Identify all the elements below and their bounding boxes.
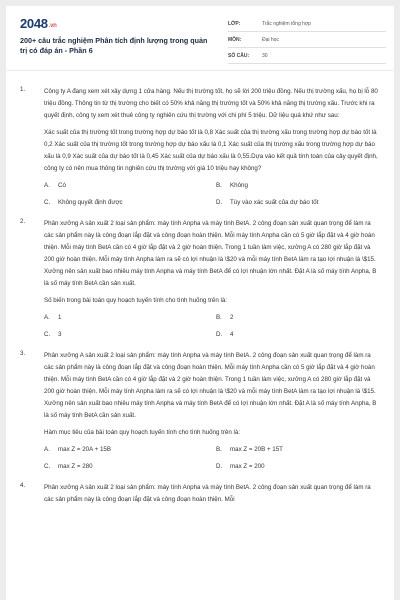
answer-option[interactable] — [216, 182, 378, 189]
option-letter: A. — [44, 314, 50, 321]
question-paragraph: Công ty A đang xem xét xây dựng 1 cửa hàng. Nếu thị trường tốt, họ sẽ lời 200 triệu đồng. Nếu thị trường xấu, họ bị lỗ 80 triệu đồng. Thông tin từ thị trường cho biết có 50% khả năng thị trường tốt và 50% khả năng thị trường xấu. Trước khi ra quyết định, công ty xem xét thuê công ty nghiên cứu thị trường với chi phí 5 triệu. Dữ liệu quá khứ như sau: — [44, 88, 378, 119]
page-header — [6, 6, 394, 66]
site-logo[interactable] — [20, 16, 57, 31]
option-letter: C. — [44, 331, 51, 338]
info-value: Trắc nghiệm tổng hợp — [262, 20, 311, 27]
question-number: 4. — [20, 482, 26, 489]
answer-options — [44, 182, 378, 206]
option-text: max Z = 280 — [58, 463, 93, 470]
option-letter: A. — [44, 182, 50, 189]
info-table — [228, 16, 386, 64]
question-body — [44, 482, 378, 511]
logo-text: 2048 — [20, 16, 48, 31]
answer-option[interactable] — [44, 331, 216, 338]
question-body — [44, 218, 378, 338]
question-item — [20, 482, 384, 511]
option-letter: A. — [44, 446, 50, 453]
answer-option[interactable] — [44, 314, 216, 321]
question-number: 2. — [20, 218, 26, 225]
question-item — [20, 350, 384, 470]
option-text: max Z = 200 — [230, 463, 265, 470]
info-row-class — [228, 16, 386, 32]
answer-option[interactable] — [216, 446, 378, 453]
question-paragraph: Xác suất của thị trường tốt trong trường hợp dự báo tốt là 0,8 Xác suất của thị trường xấu trong trường hợp dự báo tốt là 0,2 Xác suất của thị trường tốt trong trường hợp dự báo xấu là 0,1 Xác suất của thị trường xấu trong trường hợp dự báo xấu là 0,9 Xác suất của dự báo tốt là 0,45 Xác suất của dự báo xấu là 0,55.Dựa vào kết quả tính toán của cây quyết định, công ty có nên mua thông tin nghiên cứu thị trường với giá 10 triệu hay không? — [44, 129, 378, 172]
answer-option[interactable] — [44, 199, 216, 206]
option-text: 1 — [58, 314, 62, 321]
option-text: Không — [230, 182, 248, 189]
info-row-count — [228, 48, 386, 64]
info-row-subject — [228, 32, 386, 48]
option-text: 4 — [230, 331, 234, 338]
question-item — [20, 86, 384, 206]
answer-option[interactable] — [44, 446, 216, 453]
option-text: max Z = 20A + 15B — [58, 446, 111, 453]
option-text: Không quyết định được — [58, 199, 123, 206]
answer-options — [44, 314, 378, 338]
header-divider — [6, 70, 394, 71]
question-paragraph: Phân xưởng A sản xuất 2 loại sản phẩm: máy tính Anpha và máy tính BetA. 2 công đoạn sản xuất quan trọng để làm ra các sản phẩm này là công đoạn lắp đặt và công đoạn hoàn thiện. Mỗi máy tính Anpha cần có 5 giờ lắp đặt và 4 giờ hoàn thiện. Mỗi máy tính BetA cần có 4 giờ lắp đặt và 2 giờ hoàn thiện. Trong 1 tuần làm việc, xưởng A có 280 giờ lắp đặt và 200 giờ hoàn thiện. Mỗi máy tính Anpha làm ra sẽ có lợi nhuận là \$20 và mỗi máy tính BetA làm ra tạo lợi nhuận là \$15. Xưởng nên sản xuất bao nhiêu máy tính Anpha và máy tính BetA để có lợi nhuận lớn nhất. Đặt A là số máy tính Anpha, B là số máy tính BetA cần sản xuất. — [44, 352, 377, 419]
info-key: MÔN: — [228, 36, 242, 43]
answer-option[interactable] — [216, 331, 378, 338]
option-letter: D. — [216, 463, 223, 470]
answer-option[interactable] — [44, 463, 216, 470]
document-title: 200+ câu trắc nghiệm Phân tích định lượng trong quản trị có đáp án - Phần 6 — [20, 36, 208, 56]
info-value: Đại học — [262, 36, 279, 43]
option-letter: C. — [44, 463, 51, 470]
question-paragraph: Phân xưởng A sản xuất 2 loại sản phẩm: máy tính Anpha và máy tính BetA. 2 công đoạn sản xuất quan trọng để làm ra các sản phẩm này là công đoạn lắp đặt và công đoạn hoàn thiện. Mỗi — [44, 484, 371, 503]
answer-option[interactable] — [216, 314, 378, 321]
option-letter: B. — [216, 446, 222, 453]
question-paragraph: Số biến trong bài toán quy hoạch tuyến tính cho tình huống trên là: — [44, 297, 228, 304]
option-text: Tùy vào xác suất của dự báo tốt — [230, 199, 319, 206]
option-text: 3 — [58, 331, 62, 338]
question-list — [20, 86, 384, 523]
question-paragraph: Phân xưởng A sản xuất 2 loại sản phẩm: máy tính Anpha và máy tính BetA. 2 công đoạn sản xuất quan trọng để làm ra các sản phẩm này là công đoạn lắp đặt và công đoạn hoàn thiện. Mỗi máy tính Anpha cần có 5 giờ lắp đặt và 4 giờ hoàn thiện. Mỗi máy tính BetA cần có 4 giờ lắp đặt và 2 giờ hoàn thiện. Trong 1 tuần làm việc, xưởng A có 280 giờ lắp đặt và 200 giờ hoàn thiện. Mỗi máy tính Anpha làm ra sẽ có lợi nhuận là \$20 và mỗi máy tính BetA làm ra tạo lợi nhuận là \$15. Xưởng nên sản xuất bao nhiêu máy tính Anpha và máy tính BetA để có lợi nhuận lớn nhất. Đặt A là số máy tính Anpha, B là số máy tính BetA cần sản xuất. — [44, 220, 377, 287]
option-letter: D. — [216, 199, 223, 206]
option-text: Có — [58, 182, 66, 189]
option-text: max Z = 20B + 15T — [230, 446, 283, 453]
option-text: 2 — [230, 314, 234, 321]
question-item — [20, 218, 384, 338]
answer-option[interactable] — [216, 463, 378, 470]
question-number: 3. — [20, 350, 26, 357]
option-letter: B. — [216, 182, 222, 189]
option-letter: B. — [216, 314, 222, 321]
answer-option[interactable] — [44, 182, 216, 189]
question-body — [44, 86, 378, 206]
question-body — [44, 350, 378, 470]
answer-options — [44, 446, 378, 470]
question-paragraph: Hàm mục tiêu của bài toán quy hoạch tuyến tính cho tình huống trên là: — [44, 429, 241, 436]
option-letter: C. — [44, 199, 51, 206]
answer-option[interactable] — [216, 199, 378, 206]
logo-suffix: .vn — [48, 23, 57, 29]
info-key: SỐ CÂU: — [228, 52, 250, 59]
option-letter: D. — [216, 331, 223, 338]
document-page — [6, 6, 394, 600]
question-number: 1. — [20, 86, 26, 93]
info-value: 30 — [262, 52, 268, 59]
info-key: LỚP: — [228, 20, 241, 27]
